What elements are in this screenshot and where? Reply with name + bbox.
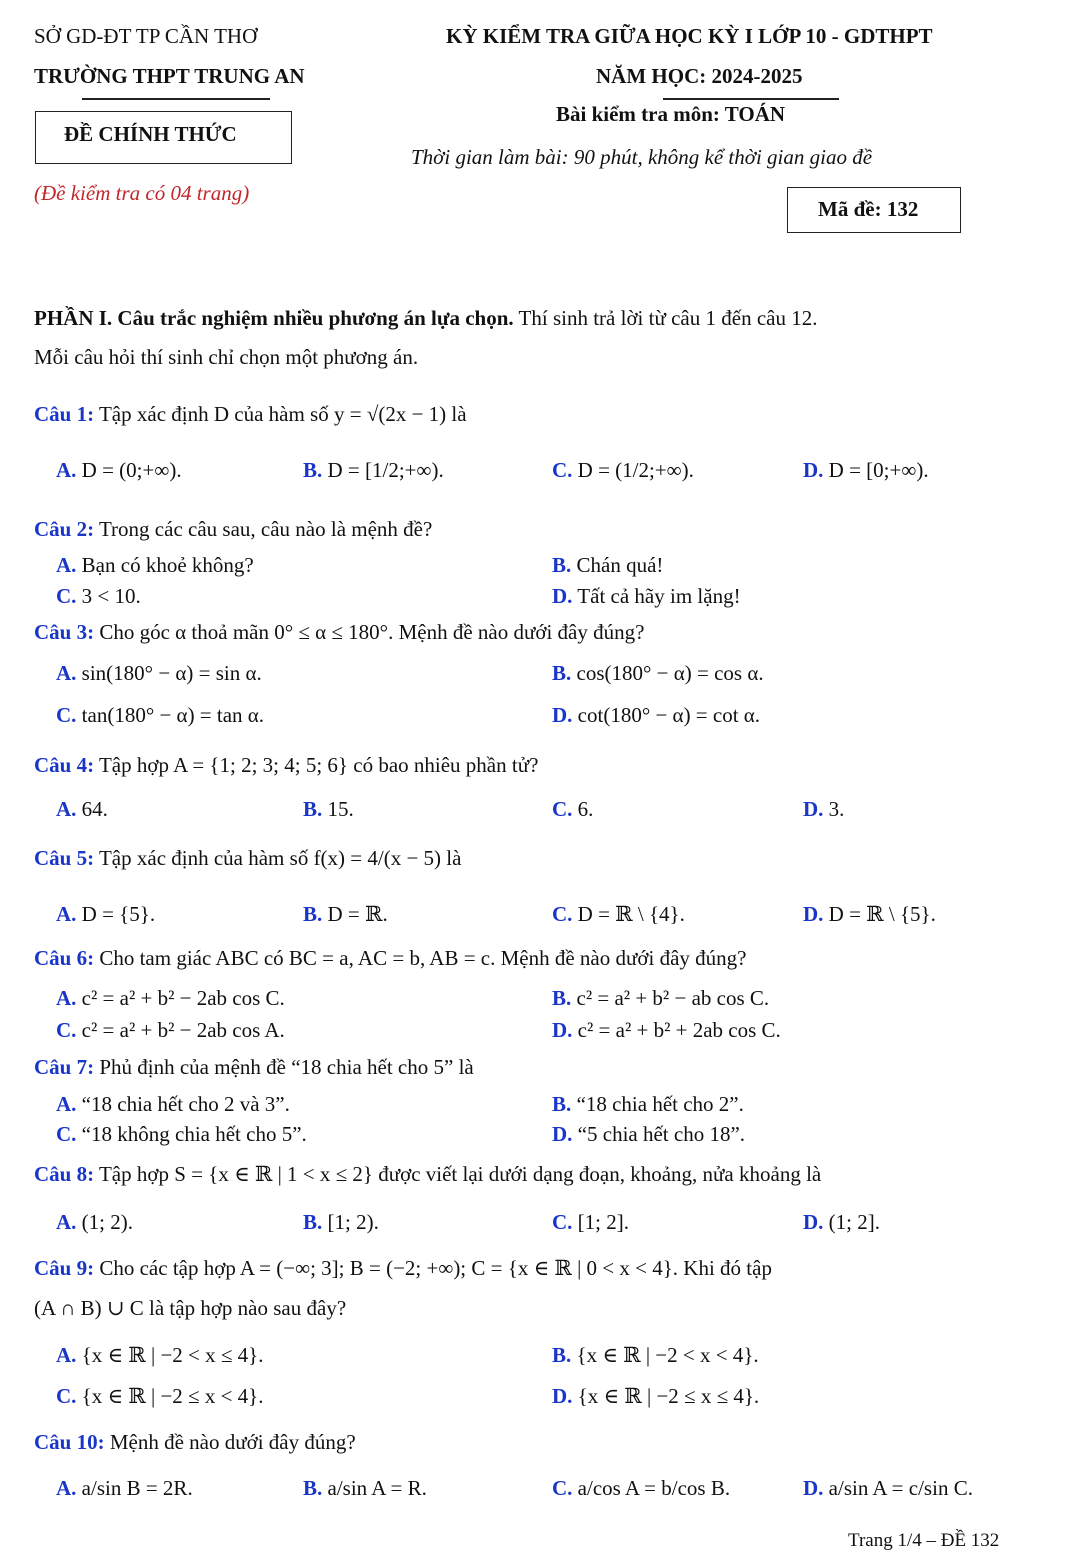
question-label: Câu 7: <box>34 1055 95 1079</box>
question-label: Câu 4: <box>34 753 95 777</box>
question-label: Câu 10: <box>34 1430 105 1454</box>
question-1 <box>34 402 467 427</box>
school-year: NĂM HỌC: 2024-2025 <box>596 64 803 88</box>
question-label: Câu 1: <box>34 402 95 426</box>
q3-option-c[interactable]: C. tan(180° − α) = tan α. <box>56 703 265 727</box>
q10-option-c[interactable]: C. a/cos A = b/cos B. <box>552 1476 731 1500</box>
q3-option-a[interactable]: A. sin(180° − α) = sin α. <box>56 661 262 685</box>
q3-option-b[interactable]: B. cos(180° − α) = cos α. <box>552 661 764 685</box>
q8-option-b[interactable]: B. [1; 2). <box>303 1210 379 1234</box>
part1-title: PHẦN I. Câu trắc nghiệm nhiều phương án lựa chọn. <box>34 306 514 330</box>
question-text: Mệnh đề nào dưới đây đúng? <box>109 1430 356 1454</box>
question-6 <box>34 946 746 971</box>
question-text: Tập hợp A = {1; 2; 3; 4; 5; 6} có bao nhiêu phần tử? <box>98 753 539 777</box>
q2-option-d[interactable]: D. Tất cả hãy im lặng! <box>552 584 741 608</box>
q1-option-a[interactable]: A. D = (0;+∞). <box>56 458 182 482</box>
part1-instruction-2: Mỗi câu hỏi thí sinh chỉ chọn một phương án. <box>34 345 419 369</box>
question-text: Cho các tập hợp A = (−∞; 3]; B = (−2; +∞); C = {x ∈ ℝ | 0 < x < 4}. Khi đó tập <box>99 1256 772 1280</box>
q4-option-a[interactable]: A. 64. <box>56 797 108 821</box>
q5-option-a[interactable]: A. D = {5}. <box>56 902 156 926</box>
page-footer: Trang 1/4 – ĐỀ 132 <box>848 1530 1000 1551</box>
q8-option-a[interactable]: A. (1; 2). <box>56 1210 133 1234</box>
question-text: Trong các câu sau, câu nào là mệnh đề? <box>98 517 433 541</box>
q1-option-d[interactable]: D. D = [0;+∞). <box>803 458 929 482</box>
q7-option-b[interactable]: B. “18 chia hết cho 2”. <box>552 1092 744 1116</box>
question-2 <box>34 517 432 542</box>
question-text: Tập xác định D của hàm số y = √(2x − 1) là <box>98 402 467 426</box>
year-underline <box>663 98 839 100</box>
question-text: Cho góc α thoả mãn 0° ≤ α ≤ 180°. Mệnh đề nào dưới đây đúng? <box>99 620 645 644</box>
q7-option-a[interactable]: A. “18 chia hết cho 2 và 3”. <box>56 1092 290 1116</box>
q2-option-c[interactable]: C. 3 < 10. <box>56 584 141 608</box>
question-9 <box>34 1256 772 1281</box>
q4-option-c[interactable]: C. 6. <box>552 797 594 821</box>
q5-option-d[interactable]: D. D = ℝ \ {5}. <box>803 902 936 926</box>
q6-option-c[interactable]: C. c² = a² + b² − 2ab cos A. <box>56 1018 285 1042</box>
q10-option-a[interactable]: A. a/sin B = 2R. <box>56 1476 193 1500</box>
q6-option-d[interactable]: D. c² = a² + b² + 2ab cos C. <box>552 1018 781 1042</box>
question-label: Câu 8: <box>34 1162 95 1186</box>
question-7 <box>34 1055 474 1080</box>
q8-option-c[interactable]: C. [1; 2]. <box>552 1210 629 1234</box>
question-label: Câu 9: <box>34 1256 95 1280</box>
question-label: Câu 2: <box>34 517 95 541</box>
question-9-continued: (A ∩ B) ∪ C là tập hợp nào sau đây? <box>34 1296 347 1320</box>
q9-option-c[interactable]: C. {x ∈ ℝ | −2 ≤ x < 4}. <box>56 1384 264 1408</box>
q4-option-d[interactable]: D. 3. <box>803 797 845 821</box>
exam-code: Mã đề: 132 <box>818 197 919 221</box>
question-10 <box>34 1430 356 1455</box>
q5-option-c[interactable]: C. D = ℝ \ {4}. <box>552 902 685 926</box>
q10-option-d[interactable]: D. a/sin A = c/sin C. <box>803 1476 973 1500</box>
question-4 <box>34 753 538 778</box>
q1-option-c[interactable]: C. D = (1/2;+∞). <box>552 458 694 482</box>
q6-option-a[interactable]: A. c² = a² + b² − 2ab cos C. <box>56 986 285 1010</box>
q6-option-b[interactable]: B. c² = a² + b² − ab cos C. <box>552 986 770 1010</box>
question-label: Câu 6: <box>34 946 95 970</box>
q9-option-b[interactable]: B. {x ∈ ℝ | −2 < x < 4}. <box>552 1343 759 1367</box>
q1-option-b[interactable]: B. D = [1/2;+∞). <box>303 458 444 482</box>
question-label: Câu 3: <box>34 620 95 644</box>
exam-title: KỲ KIỂM TRA GIỮA HỌC KỲ I LỚP 10 - GDTHPT <box>446 24 933 48</box>
question-text: Phủ định của mệnh đề “18 chia hết cho 5” là <box>99 1055 474 1079</box>
question-text: Tập hợp S = {x ∈ ℝ | 1 < x ≤ 2} được viết lại dưới dạng đoạn, khoảng, nửa khoảng là <box>98 1162 822 1186</box>
q4-option-b[interactable]: B. 15. <box>303 797 354 821</box>
q5-option-b[interactable]: B. D = ℝ. <box>303 902 388 926</box>
question-label: Câu 5: <box>34 846 95 870</box>
question-8 <box>34 1162 821 1187</box>
q7-option-d[interactable]: D. “5 chia hết cho 18”. <box>552 1122 746 1146</box>
q7-option-c[interactable]: C. “18 không chia hết cho 5”. <box>56 1122 307 1146</box>
q3-option-d[interactable]: D. cot(180° − α) = cot α. <box>552 703 761 727</box>
question-3 <box>34 620 644 645</box>
question-5 <box>34 846 461 871</box>
q9-option-d[interactable]: D. {x ∈ ℝ | −2 ≤ x ≤ 4}. <box>552 1384 760 1408</box>
department-name: SỞ GD-ĐT TP CẦN THƠ <box>34 24 258 48</box>
question-text: Cho tam giác ABC có BC = a, AC = b, AB = c. Mệnh đề nào dưới đây đúng? <box>99 946 747 970</box>
q8-option-d[interactable]: D. (1; 2]. <box>803 1210 880 1234</box>
q2-option-a[interactable]: A. Bạn có khoẻ không? <box>56 553 254 577</box>
school-name: TRƯỜNG THPT TRUNG AN <box>34 64 305 88</box>
official-label: ĐỀ CHÍNH THỨC <box>64 122 237 146</box>
part1-heading <box>34 306 817 331</box>
part1-instruction: Thí sinh trả lời từ câu 1 đến câu 12. <box>513 306 818 330</box>
time-line: Thời gian làm bài: 90 phút, không kể thời gian giao đề <box>411 145 873 169</box>
q9-option-a[interactable]: A. {x ∈ ℝ | −2 < x ≤ 4}. <box>56 1343 264 1367</box>
q10-option-b[interactable]: B. a/sin A = R. <box>303 1476 427 1500</box>
school-underline <box>82 98 270 100</box>
q2-option-b[interactable]: B. Chán quá! <box>552 553 664 577</box>
question-text: Tập xác định của hàm số f(x) = 4/(x − 5) là <box>98 846 462 870</box>
subject-line: Bài kiểm tra môn: TOÁN <box>556 102 786 126</box>
pages-note: (Đề kiểm tra có 04 trang) <box>34 181 250 205</box>
